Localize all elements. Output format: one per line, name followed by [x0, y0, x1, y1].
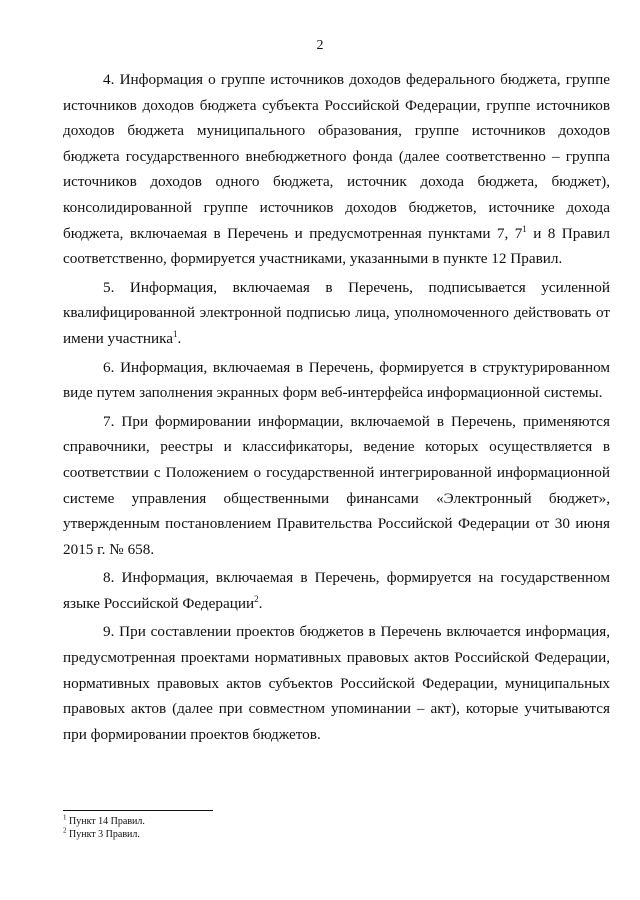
- footnote-2: [63, 828, 145, 841]
- paragraph-text: 9. При составлении проектов бюджетов в Перечень включается информация, предусмотренная проектами нормативных правовых актов Российской Федерации, нормативных правовых актов субъектов Российской Федерации, муниципальных правовых актов (далее при совместном упоминании – акт), которые учитываются при формировании проектов бюджетов.: [63, 623, 610, 743]
- page-number: 2: [316, 38, 324, 53]
- footnote-number: 1: [63, 813, 67, 822]
- footnote-1: [63, 815, 145, 828]
- paragraph-tail: .: [258, 594, 263, 612]
- footnote-text: Пункт 14 Правил.: [66, 816, 145, 827]
- paragraph-9: [63, 619, 610, 747]
- paragraph-tail: .: [177, 329, 182, 347]
- paragraph-5: [63, 275, 610, 352]
- paragraph-7: [63, 409, 610, 563]
- footnote-reference: 1: [522, 223, 527, 234]
- footnotes: [63, 815, 145, 841]
- paragraph-tail: и 8 Правил соответственно, формируется участниками, указанными в пункте 12 Правил.: [63, 224, 610, 268]
- paragraph-4: [63, 67, 610, 272]
- paragraph-text: 7. При формировании информации, включаемой в Перечень, применяются справочники, реестры и классификаторы, ведение которых осуществляется в соответствии с Положением о государственной интегрированной информационной системе управления общественными финансами «Электронный бюджет», утвержденным постановлением Правительства Российской Федерации от 30 июня 2015 г. № 658.: [63, 412, 610, 558]
- footnote-reference: 2: [254, 593, 259, 604]
- footnote-number: 2: [63, 826, 67, 835]
- footnote-text: Пункт 3 Правил.: [66, 829, 140, 840]
- paragraph-6: [63, 355, 610, 406]
- paragraph-text: 6. Информация, включаемая в Перечень, формируется в структурированном виде путем заполнения экранных форм веб-интерфейса информационной системы.: [63, 358, 610, 402]
- footnote-separator: [63, 810, 213, 811]
- footnote-reference: 1: [173, 328, 178, 339]
- paragraph-8: [63, 565, 610, 616]
- paragraph-text: 4. Информация о группе источников доходов федерального бюджета, группе источников доходов бюджета субъекта Российской Федерации, группе источников доходов бюджета муниципального образования, группе источников доходов бюджета государственного внебюджетного фонда (далее соответственно – группа источников доходов одного бюджета, источник дохода бюджета, бюджет), консолидированной группе источников доходов бюджетов, источнике дохода бюджета, включаемая в Перечень и предусмотренная пунктами 7, 7: [63, 71, 610, 242]
- paragraph-text: 5. Информация, включаемая в Перечень, подписывается усиленной квалифицированной электронной подписью лица, уполномоченного действовать от имени участника: [63, 278, 610, 347]
- document-body: [63, 67, 610, 750]
- paragraph-text: 8. Информация, включаемая в Перечень, формируется на государственном языке Российской Федерации: [63, 569, 610, 612]
